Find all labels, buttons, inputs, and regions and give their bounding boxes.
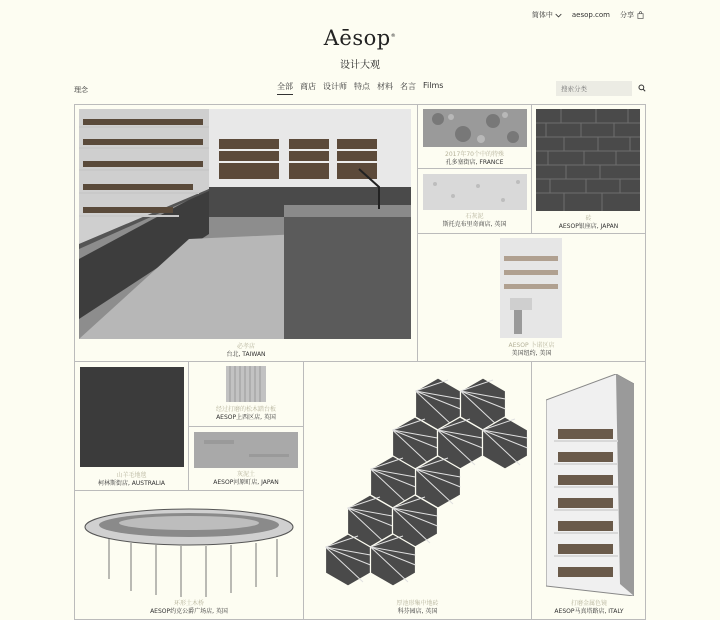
chevron-down-icon [555,12,562,19]
caption-line2: 柯林斯街店, AUSTRALIA [97,479,166,487]
caption-line1: 必孝店 [236,343,255,350]
search-icon[interactable] [638,84,646,92]
site-link[interactable]: aesop.com [571,11,610,19]
share-icon [637,11,644,19]
tile-timber[interactable] [189,362,304,427]
logo-text: Aēsop [323,26,391,50]
ring-table-photo [81,499,297,599]
nav-item-quotes[interactable]: 名言 [400,82,416,91]
tile-nolita[interactable] [418,234,646,362]
caption-cork [75,472,188,487]
search-input[interactable] [556,81,632,96]
caption-line1: 厚池形集中地砖 [396,600,439,607]
caption-line1: AESOP 卜诺区店 [508,342,555,349]
caption-ring-table [75,600,303,615]
tile-taipei[interactable] [75,105,418,362]
caption-line1: 砖 [585,215,592,222]
caption-line2: AESOP银座店, JAPAN [558,222,619,230]
tile-hex-floor[interactable] [304,362,532,620]
caption-line1: 山羊毛地毯 [116,472,147,479]
store-photo-nolita [500,238,562,338]
caption-france [418,151,531,166]
tile-plaster[interactable] [189,427,304,491]
caption-line2: AESOP河原町店, JAPAN [213,478,279,486]
caption-taipei [75,343,417,358]
page-title: 设计大观 [340,60,380,71]
language-selector[interactable] [532,10,562,20]
tile-cork[interactable] [75,362,189,491]
stone-texture [423,109,527,147]
timber-texture [226,366,266,402]
gallery-grid [74,104,646,620]
caption-line2: AESOP马真塔路店, ITALY [554,607,624,615]
tile-brick[interactable] [532,105,646,234]
hex-tiles-photo [308,372,528,592]
caption-line2: 斯托克布里奇商店, 英国 [442,220,507,228]
tile-france[interactable] [418,105,532,169]
carpet-texture [80,367,184,467]
share-button[interactable] [620,10,644,20]
caption-line2: AESOP上西区店, 英国 [216,413,276,421]
stucco-texture [423,174,527,210]
caption-line1: 2017年70个中的特殊 [445,151,504,158]
nav-item-materials[interactable]: 材料 [377,82,393,91]
caption-stucco [418,213,531,228]
category-nav [277,81,443,95]
tile-ring-table[interactable] [75,491,304,620]
caption-line1: 环形土木桥 [173,600,204,607]
share-label: 分享 [620,11,634,19]
shelf-photo [546,374,634,596]
brick-texture [536,109,640,211]
top-utility-bar [532,10,644,20]
tile-shelf[interactable] [532,362,646,620]
plaster-texture [194,432,298,468]
tile-stucco[interactable] [418,169,532,234]
nav-item-features[interactable]: 特点 [354,82,370,91]
caption-line1: 经过打磨的松木踏台板 [215,406,276,413]
nav-item-stores[interactable]: 商店 [300,82,316,91]
caption-brick [532,215,645,230]
caption-line1: 石灰泥 [465,213,484,220]
caption-line2: AESOP约克公爵广场店, 英国 [150,607,228,615]
aesop-logo[interactable] [0,26,720,50]
caption-nolita [418,342,645,357]
caption-line2: 孔多塞街店, FRANCE [445,158,504,166]
nav-item-all[interactable]: 全部 [277,81,293,95]
caption-line2: 科芬园店, 英国 [397,607,438,615]
caption-timber [189,406,303,421]
nav-item-designers[interactable]: 设计师 [323,82,347,91]
caption-line1: 打磨金属色镜 [570,600,607,607]
logo-mark: ® [390,33,397,39]
caption-line2: 台北, TAIWAN [226,350,266,358]
caption-line2: 美国纽约, 美国 [511,349,552,357]
caption-hex-floor [304,600,531,615]
caption-plaster [189,471,303,486]
caption-line1: 灰泥土 [236,471,255,478]
store-photo-taipei [79,109,411,339]
nav-item-films[interactable]: Films [423,81,444,90]
concept-link[interactable]: 理念 [74,86,88,94]
language-label: 简体中 [531,11,553,19]
caption-shelf [532,600,646,615]
